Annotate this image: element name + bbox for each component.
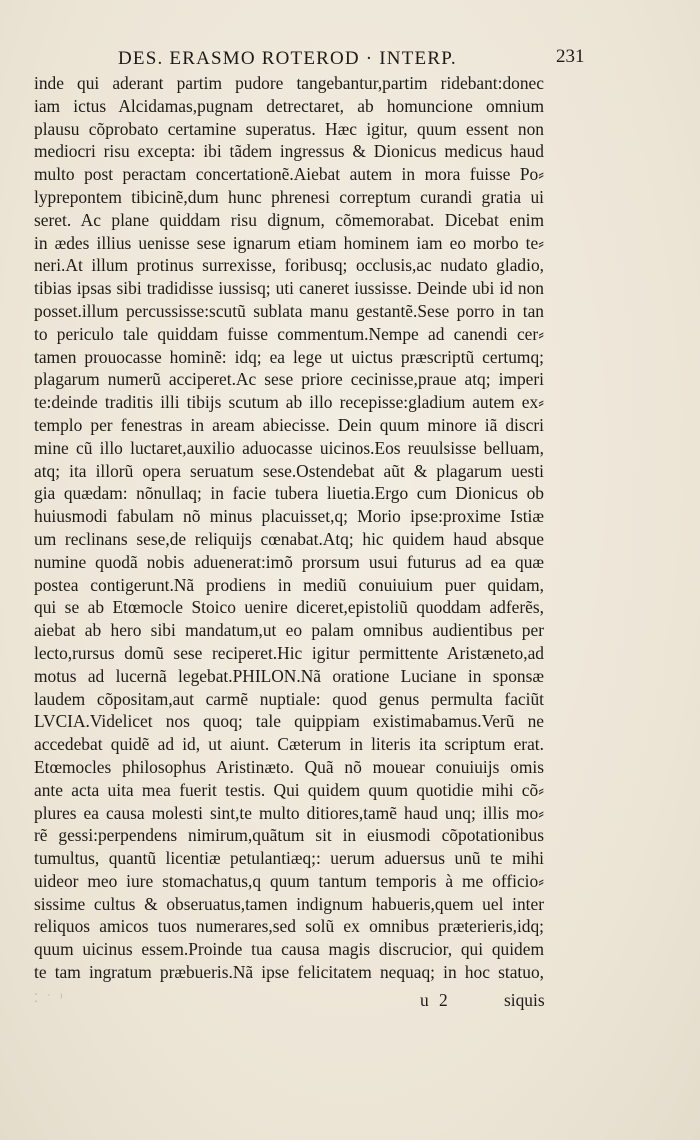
text-line: postea contigerunt.Nã prodiens in mediũ conuiuium puer quidam,: [34, 574, 544, 595]
text-line: gia quædam: nõnullaq; in facie tubera liuetia.Ergo cum Dionicus ob: [34, 483, 544, 504]
text-line: tumultus, quantũ licentiæ petulantiæq;: uerum aduersus unũ te mihi: [34, 848, 544, 869]
text-line: uideor meo iure stomachatus,q quum tantum temporis à me officio⸗: [34, 870, 544, 891]
text-line: laudem cõpositam,aut carmẽ nuptiale: quod genus permulta faciũt: [34, 688, 544, 709]
body-text: [34, 72, 544, 984]
text-line: iam ictus Alcidamas,pugnam detrectaret, ab homuncione omnium: [34, 95, 544, 116]
text-line: te:deinde traditis illi tibijs scutum ab illo recepisse:gladium autem ex⸗: [34, 392, 544, 413]
text-line: Etœmocles philosophus Aristinæto. Quã nõ mouear conuiuijs omis: [34, 756, 544, 777]
text-line: seret. Ac plane quiddam risu dignum, cõmemorabat. Dicebat enim: [34, 209, 544, 230]
text-line: LVCIA.Videlicet nos quoq; tale quippiam existimabamus.Verũ ne: [34, 711, 544, 732]
text-line: in ædes illius uenisse sese ignarum etiam hominem iam eo morbo te⸗: [34, 232, 544, 253]
catchword: siquis: [504, 990, 545, 1010]
text-line: aiebat ab hero sibi mandatum,ut eo palam omnibus audientibus per: [34, 620, 544, 641]
text-line: accedebat quidẽ ad id, ut aiunt. Cæterum in literis ita scriptum erat.: [34, 734, 544, 755]
text-line: huiusmodi fabulam nõ minus placuisset,q; Morio ipse:proxime Istiæ: [34, 506, 544, 527]
text-line: ante acta uita mea fuerit testis. Qui quidem quum quotidie mihi cõ⸗: [34, 779, 544, 800]
text-line: plagarum numerũ acciperet.Ac sese priore cecinisse,praue atq; imperi: [34, 369, 544, 390]
text-line: um reclinans sese,de reliquijs cœnabat.Atq; hic quidem haud absque: [34, 528, 544, 549]
text-line: plausu cõprobato certamine superatus. Hæc igitur, quum essent non: [34, 118, 544, 139]
text-line: tamen prouocasse hominẽ: idq; ea lege ut uictus præscriptũ certumq;: [34, 346, 544, 367]
text-line: multo post peractam concertationẽ.Aiebat autem in mora fuisse Po⸗: [34, 164, 544, 185]
page-number: 231: [556, 46, 585, 67]
text-line: tibias ipsas sibi tradidisse iussisq; uti caneret iussisse. Deinde ubi id non: [34, 278, 544, 299]
text-line: lecto,rursus domũ sese reciperet.Hic igitur permittente Aristæneto,ad: [34, 642, 544, 663]
page-footer: [34, 988, 544, 1012]
text-line: motus ad lucernã legebat.PHILON.Nã oratione Luciane in sponsæ: [34, 665, 544, 686]
text-line: lyprepontem tibicinẽ,dum hunc phrenesi correptum curandi gratia ui: [34, 186, 544, 207]
text-line: sissime cultus & obseruatus,tamen indignum habueris,quem uel inter: [34, 893, 544, 914]
text-line: mine cũ illo luctaret,auxilio aduocasse uicinos.Eos reuulsisse belluam,: [34, 437, 544, 458]
ink-smudge-icon: ⁚ ˙ ⁾: [34, 991, 66, 1005]
text-line: posset.illum percussisse:scutũ sublata manu gestantẽ.Sese porro in tan: [34, 300, 544, 321]
text-line: rẽ gessi:perpendens nimirum,quãtum sit in eiusmodi cõpotationibus: [34, 825, 544, 846]
text-line: plures ea causa molesti sint,te multo ditiores,tamẽ haud unq; illis mo⸗: [34, 802, 544, 823]
text-line: inde qui aderant partim pudore tangebantur,partim ridebant:donec: [34, 73, 544, 93]
text-line: qui se ab Etœmocle Stoico uenire diceret,epistoliũ quoddam adferẽs,: [34, 597, 544, 618]
text-line: reliquos amicos tuos numerares,sed solũ ex omnibus præterieris,idq;: [34, 916, 544, 937]
running-title: DES. ERASMO ROTEROD · INTERP.: [118, 48, 457, 69]
text-line: mediocri risu excepta: ibi tãdem ingressus & Dionicus medicus haud: [34, 141, 544, 162]
text-line: templo per fenestras in aream abiecisse. Dein quum minore iã discri: [34, 414, 544, 435]
text-line: neri.At illum protinus surrexisse, foribusq; occlusis,ac nudato gladio,: [34, 255, 544, 276]
text-line: te tam ingratum præbueris.Nã ipse felicitatem nequaq; in hoc statuo,: [34, 962, 544, 983]
text-line: atq; ita illorũ opera seruatum sese.Ostendebat aũt & plagarum uesti: [34, 460, 544, 481]
signature-mark: u 2: [420, 990, 451, 1010]
text-line: numine quodã nobis aduenerat:imõ prorsum usui futurus ad ea quæ: [34, 551, 544, 572]
text-line: quum uicinus essem.Proinde tua causa magis discrucior, qui quidem: [34, 939, 544, 960]
text-line: to periculo tale quiddam fuisse commentum.Nempe ad canendi cer⸗: [34, 323, 544, 344]
